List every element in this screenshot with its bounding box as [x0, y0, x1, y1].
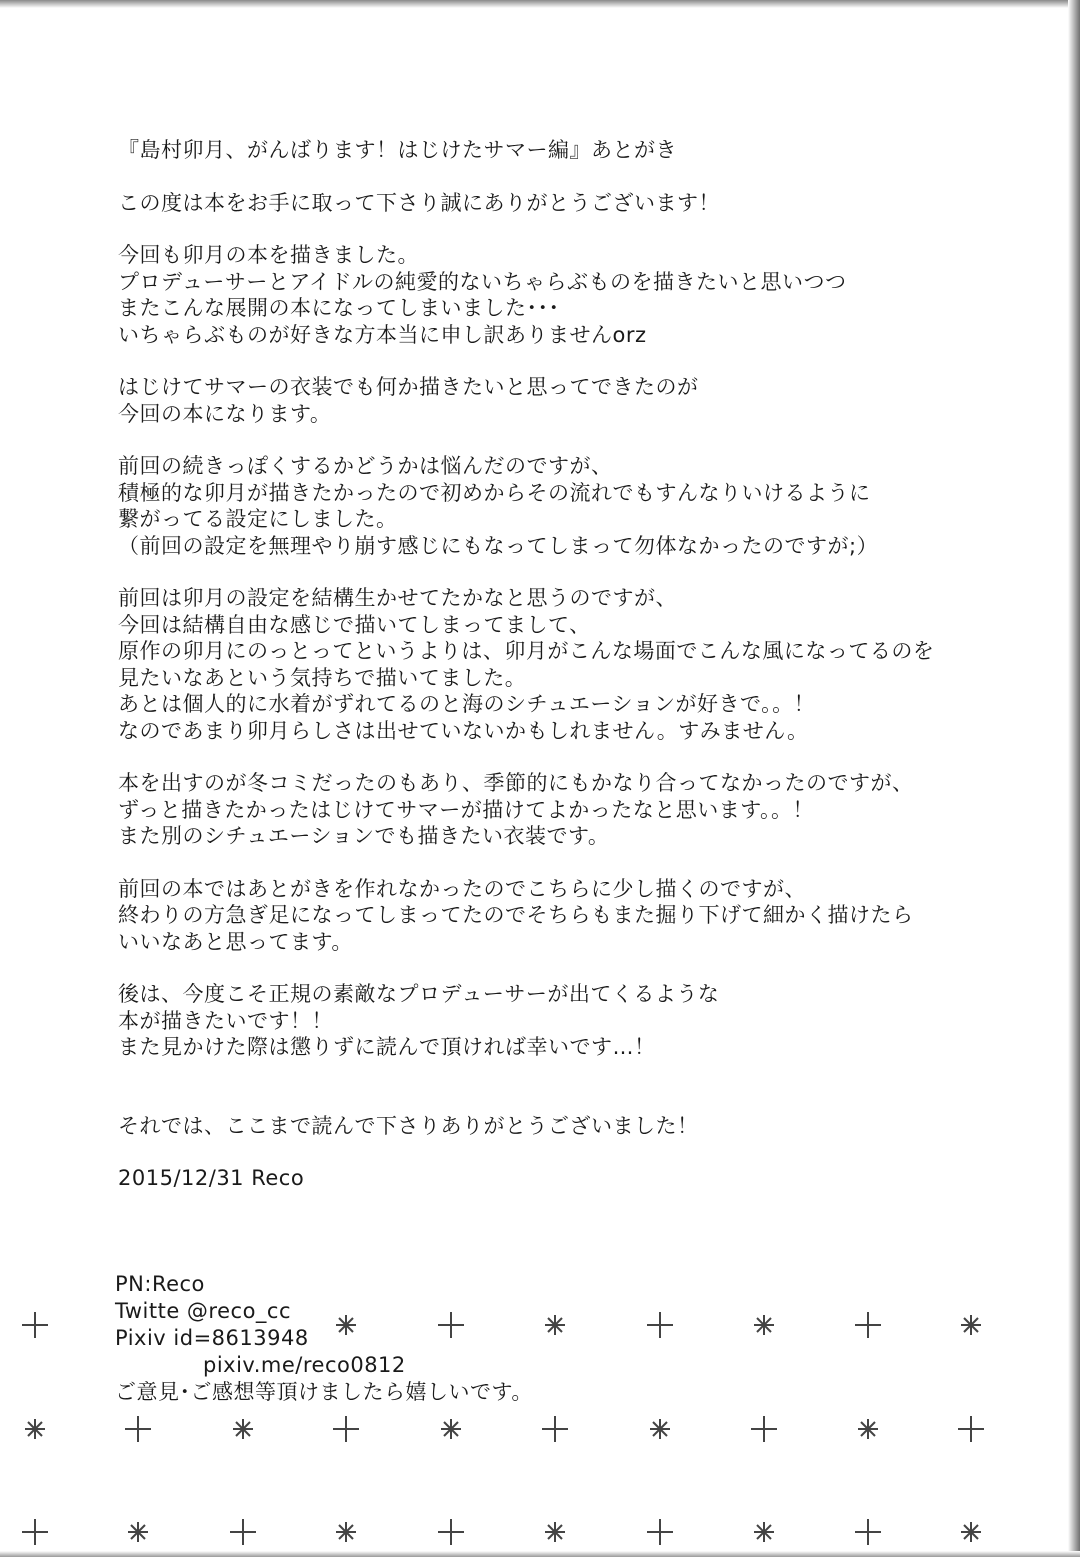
cross-ornament: [22, 1519, 48, 1545]
cross-ornament: [542, 1416, 568, 1442]
asterisk-ornament: [961, 1315, 981, 1335]
cross-ornament: [855, 1312, 881, 1338]
paragraph-line: また別のシチュエーションでも描きたい衣装です。: [118, 824, 610, 848]
paragraph: [118, 190, 998, 217]
paragraph: [118, 374, 998, 427]
asterisk-ornament: [233, 1419, 253, 1439]
paragraph-line: 前回の続きっぽくするかどうかは悩んだのですが、: [118, 454, 613, 478]
paragraph: [118, 770, 998, 850]
paragraph-line: 前回の本ではあとがきを作れなかったのでこちらに少し描くのですが、: [118, 876, 806, 901]
paragraph-line: あとは個人的に水着がずれてるのと海のシチュエーションが好きで。。！: [118, 692, 816, 716]
cross-ornament: [333, 1416, 359, 1442]
paragraph-line: 見たいなあという気持ちで描いてました。: [118, 665, 527, 690]
asterisk-ornament: [545, 1522, 565, 1542]
asterisk-ornament: [961, 1522, 981, 1542]
paragraph-line: 本を出すのが冬コミだったのもあり、季節的にもかなり合ってなかったのですが、: [118, 771, 914, 795]
paragraph-line: 今回の本になります。: [118, 401, 332, 426]
asterisk-ornament: [754, 1522, 774, 1542]
afterword-body: [118, 137, 998, 1192]
paragraph-line: いちゃらぶものが好きな方本当に申し訳ありませんorz: [118, 322, 647, 347]
asterisk-ornament: [128, 1522, 148, 1542]
asterisk-ornament: [441, 1419, 461, 1439]
paragraph-line: （前回の設定を無理やり崩す感じにもなってしまって勿体なかったのですが;）: [118, 533, 879, 558]
scan-edge-right: [1068, 0, 1080, 1557]
paragraph-line: 今回は結構自由な感じで描いてしまってまして、: [118, 612, 591, 637]
page-title: 『島村卯月、がんばります！はじけたサマー編』あとがき: [118, 138, 677, 162]
asterisk-ornament: [336, 1522, 356, 1542]
author-credits: [115, 1271, 533, 1406]
pen-name: PN:Reco: [115, 1272, 205, 1296]
paragraph-list: [118, 190, 998, 1061]
twitter-handle: Twitte @reco_cc: [115, 1299, 292, 1323]
paragraph: [118, 981, 998, 1061]
paragraph-line: 本が描きたいです！！: [118, 1008, 333, 1033]
signature-date: 2015/12/31 Reco: [118, 1166, 305, 1190]
paragraph-line: 原作の卯月にのっとってというよりは、卯月がこんな場面でこんな風になってるのを: [118, 639, 935, 663]
cross-ornament: [22, 1312, 48, 1338]
scan-edge-top: [0, 0, 1080, 8]
cross-ornament: [751, 1416, 777, 1442]
paragraph-line: 前回は卯月の設定を結構生かせてたかなと思うのですが、: [118, 586, 677, 610]
cross-ornament: [855, 1519, 881, 1545]
asterisk-ornament: [25, 1419, 45, 1439]
asterisk-ornament: [650, 1419, 670, 1439]
paragraph: [118, 242, 998, 348]
paragraph: [118, 585, 998, 744]
asterisk-ornament: [858, 1419, 878, 1439]
paragraph-line: この度は本をお手に取って下さり誠にありがとうございます！: [118, 190, 720, 215]
paragraph-line: また見かけた際は懲りずに読んで頂ければ幸いです…！: [118, 1035, 656, 1059]
closing-line: それでは、ここまで読んで下さりありがとうございました！: [118, 1113, 699, 1138]
paragraph: [118, 453, 998, 559]
asterisk-ornament: [754, 1315, 774, 1335]
paragraph-line: ずっと描きたかったはじけてサマーが描けてよかったなと思います。。！: [118, 797, 815, 822]
paragraph-line: プロデューサーとアイドルの純愛的ないちゃらぶものを描きたいと思いつつ: [118, 269, 847, 294]
paragraph: [118, 876, 998, 956]
paragraph-line: 今回も卯月の本を描きました。: [118, 243, 419, 267]
paragraph-line: 繋がってる設定にしました。: [118, 507, 398, 531]
pixiv-id: Pixiv id=8613948: [115, 1326, 309, 1350]
paragraph-line: 後は、今度こそ正規の素敵なプロデューサーが出てくるような: [118, 982, 720, 1006]
cross-ornament: [438, 1519, 464, 1545]
cross-ornament: [125, 1416, 151, 1442]
cross-ornament: [958, 1416, 984, 1442]
paragraph-line: はじけてサマーの衣装でも何か描きたいと思ってできたのが: [118, 375, 699, 399]
paragraph-line: 終わりの方急ぎ足になってしまってたのでそちらもまた掘り下げて細かく描けたら: [118, 903, 914, 927]
asterisk-ornament: [545, 1315, 565, 1335]
paragraph-line: またこんな展開の本になってしまいました･･･: [118, 296, 560, 320]
pixiv-url: pixiv.me/reco0812: [203, 1353, 406, 1377]
paragraph-line: 積極的な卯月が描きたかったので初めからその流れでもすんなりいけるように: [118, 480, 871, 505]
feedback-message: ご意見･ご感想等頂けましたら嬉しいです。: [115, 1380, 533, 1404]
cross-ornament: [647, 1519, 673, 1545]
scan-edge-bottom: [0, 1551, 1080, 1557]
cross-ornament: [647, 1312, 673, 1338]
paragraph-line: いいなあと思ってます。: [118, 929, 353, 954]
paragraph-line: なのであまり卯月らしさは出せていないかもしれません。すみません。: [118, 718, 809, 743]
cross-ornament: [230, 1519, 256, 1545]
